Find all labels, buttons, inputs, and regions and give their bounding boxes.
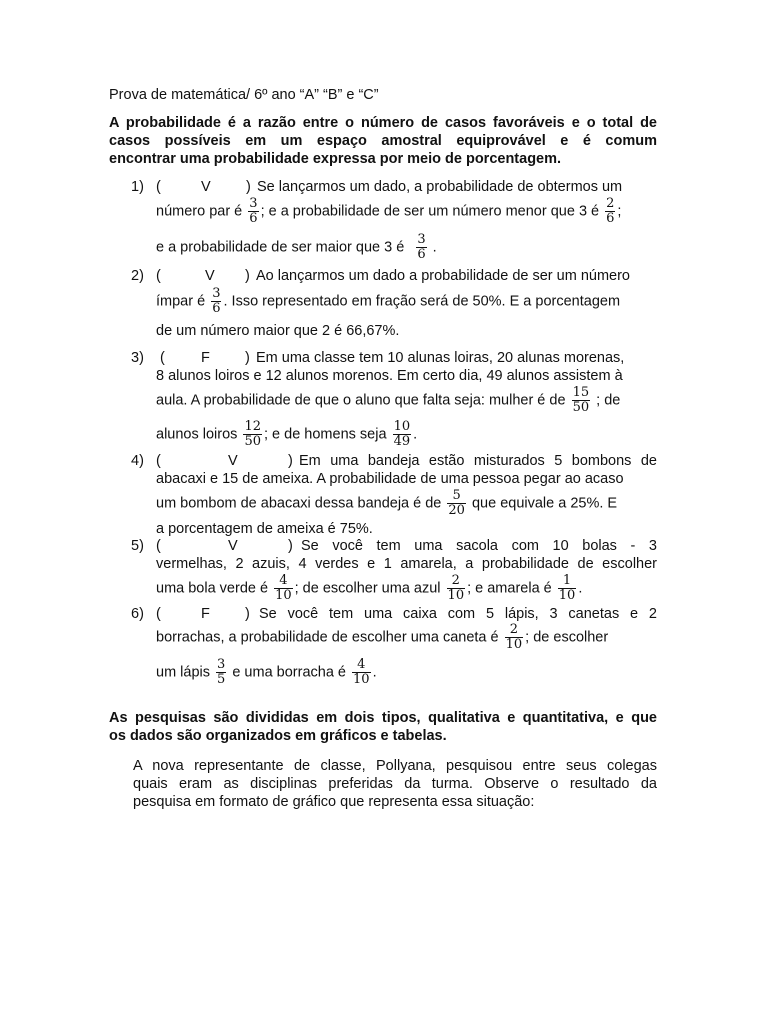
fraction [558,574,577,603]
answer-open-paren: ( [156,606,161,622]
numerator: 4 [279,573,288,588]
answer-mark: F [201,350,210,366]
answer-open-paren: ( [156,179,161,195]
fraction [248,197,258,226]
text-segment: . [432,239,437,256]
denominator: 6 [249,211,258,226]
text-segment: . [372,664,377,681]
question-text-line [156,197,621,226]
denominator: 6 [212,301,221,316]
fraction [505,623,524,652]
numerator: 2 [606,196,615,211]
denominator: 10 [275,588,292,603]
intro-line-3: encontrar uma probabilidade expressa por meio de porcentagem. [109,151,562,167]
question-number: 1) [131,179,144,195]
answer-close-paren: ) [245,606,250,622]
text-segment: ; de [596,392,621,409]
paragraph-line-3: pesquisa em formato de gráfico que representa essa situação: [133,794,535,810]
denominator: 10 [558,588,576,603]
paragraph-line-2: quais eram as disciplinas preferidas da turma. Observe o resultado da [133,776,657,792]
answer-close-paren: ) [288,453,293,469]
text-segment: ; de escolher uma azul [294,580,441,597]
answer-open-paren: ( [160,350,165,366]
intro-line-1: A probabilidade é a razão entre o número de casos favoráveis e o total de [109,115,657,131]
question-text-line: de um número maior que 2 é 66,67%. [156,323,400,339]
question-text-line [156,386,620,415]
text-segment: alunos loiros [156,426,238,443]
question-number: 3) [131,350,144,366]
question-text: Em uma classe tem 10 alunas loiras, 20 alunas morenas, [256,350,625,366]
section-heading-line-1: As pesquisas são divididas em dois tipos, qualitativa e quantitativa, e que [109,710,657,726]
question-text: Em uma bandeja estão misturados 5 bombons de [299,453,657,469]
page-title: Prova de matemática/ 6º ano “A” “B” e “C” [109,87,379,103]
question-text-line: 8 alunos loiros e 12 alunos morenos. Em certo dia, 49 alunos assistem à [156,368,623,384]
text-segment: aula. A probabilidade de que o aluno que falta seja: mulher é de [156,392,566,409]
paragraph-line-1: A nova representante de classe, Pollyana, pesquisou entre seus colegas [133,758,657,774]
numerator: 1 [562,573,572,588]
answer-mark: V [228,538,238,554]
text-segment: um lápis [156,664,210,681]
question-text: Se lançarmos um dado, a probabilidade de obtermos um [257,179,623,195]
denominator: 6 [606,211,615,226]
question-number: 2) [131,268,144,284]
numerator: 3 [212,286,221,301]
question-text: Se você tem uma caixa com 5 lápis, 3 canetas e 2 [259,606,657,622]
question-text-line [156,287,620,316]
numerator: 12 [244,419,261,434]
denominator: 10 [505,637,523,652]
denominator: 20 [448,503,465,518]
text-segment: . [578,580,583,597]
numerator: 3 [417,232,426,247]
text-segment: borrachas, a probabilidade de escolher uma caneta é [156,629,499,646]
fraction [416,233,426,262]
numerator: 3 [249,196,258,211]
section-heading-line-2: os dados são organizados em gráficos e tabelas. [109,728,447,744]
denominator: 6 [417,247,426,262]
fraction [243,420,262,449]
fraction [393,420,412,449]
text-segment: um bombom de abacaxi dessa bandeja é de [156,495,442,512]
text-segment: ; e amarela é [467,580,552,597]
answer-mark: V [205,268,215,284]
question-text-line [156,574,582,603]
question-text-line: abacaxi e 15 de ameixa. A probabilidade de uma pessoa pegar ao acaso [156,471,624,487]
fraction [447,489,466,518]
text-segment: . Isso representado em fração será de 50%. E a porcentagem [223,293,621,310]
answer-close-paren: ) [245,350,250,366]
answer-close-paren: ) [246,179,251,195]
question-text-line [156,233,437,262]
text-segment: número par é [156,203,243,220]
text-segment: uma bola verde é [156,580,269,597]
numerator: 3 [217,657,226,672]
denominator: 49 [393,434,411,449]
fraction [352,658,371,687]
numerator: 15 [572,385,590,400]
numerator: 2 [509,622,519,637]
text-segment: ; e de homens seja [264,426,387,443]
intro-line-2: casos possíveis em um espaço amostral equiprovável e é comum [109,133,657,149]
numerator: 10 [393,419,411,434]
question-number: 6) [131,606,144,622]
text-segment: ; e a probabilidade de ser um número menor que 3 é [260,203,600,220]
denominator: 5 [217,672,226,687]
denominator: 10 [353,672,370,687]
question-text: Ao lançarmos um dado a probabilidade de ser um número [256,268,630,284]
answer-close-paren: ) [245,268,250,284]
question-text-line [156,489,617,518]
denominator: 50 [572,400,590,415]
question-text-line: vermelhas, 2 azuis, 4 verdes e 1 amarela, a probabilidade de escolher [156,556,657,572]
question-number: 5) [131,538,144,554]
numerator: 4 [357,657,366,672]
fraction [211,287,221,316]
fraction [605,197,615,226]
numerator: 2 [451,573,460,588]
answer-close-paren: ) [288,538,293,554]
numerator: 5 [452,488,461,503]
text-segment: ímpar é [156,293,206,310]
text-segment: e a probabilidade de ser maior que 3 é [156,239,405,256]
question-text-line [156,658,377,687]
answer-mark: V [201,179,211,195]
answer-open-paren: ( [156,538,161,554]
text-segment: ; [617,203,622,220]
question-text-line: a porcentagem de ameixa é 75%. [156,521,373,537]
text-segment: . [413,426,418,443]
answer-mark: F [201,606,210,622]
question-number: 4) [131,453,144,469]
answer-open-paren: ( [156,268,161,284]
question-text-line [156,623,608,652]
answer-mark: V [228,453,238,469]
answer-open-paren: ( [156,453,161,469]
question-text: Se você tem uma sacola com 10 bolas - 3 [301,538,657,554]
text-segment: e uma borracha é [228,664,346,681]
fraction [572,386,591,415]
fraction [274,574,293,603]
text-segment: ; de escolher [525,629,609,646]
fraction [216,658,226,687]
denominator: 50 [244,434,261,449]
text-segment: que equivale a 25%. E [471,495,618,512]
question-text-line [156,420,417,449]
denominator: 10 [447,588,465,603]
fraction [447,574,466,603]
